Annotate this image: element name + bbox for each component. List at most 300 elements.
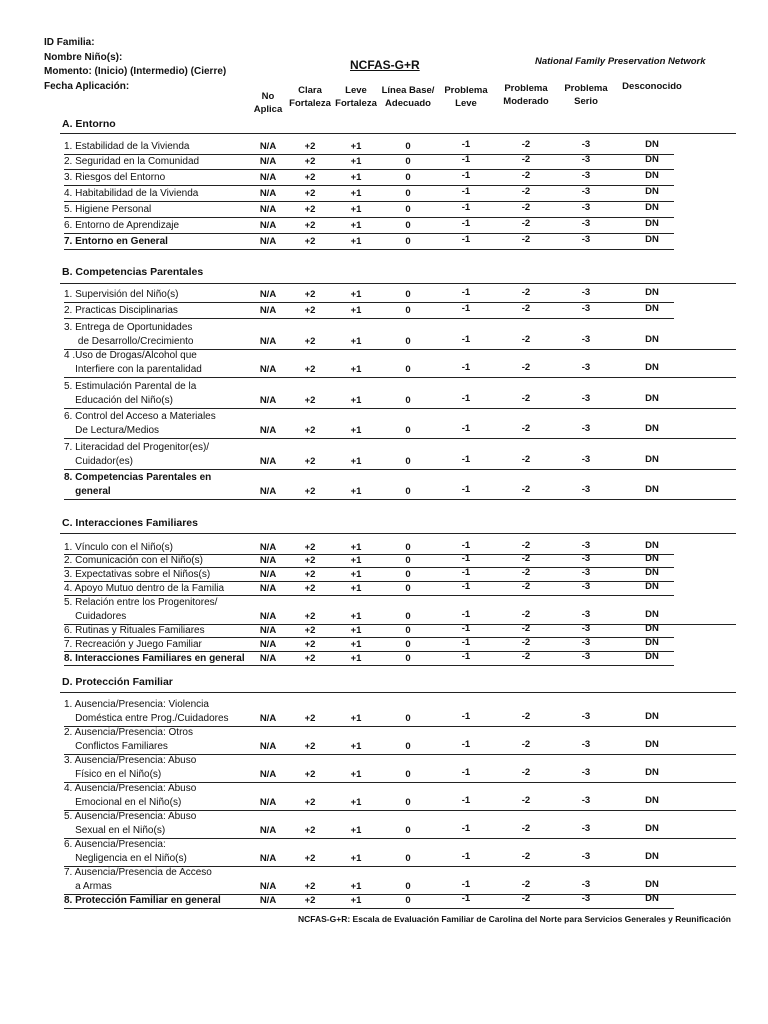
item-label: 1. Ausencia/Presencia: Violencia Doméstica entre Prog./Cuidadores [64,699,229,724]
rating-option[interactable]: -3 [581,851,591,862]
item-label: 5. Estimulación Parental de la Educación del Niño(s) [64,381,197,406]
rating-option[interactable]: 0 [405,611,411,622]
rating-option[interactable]: +1 [350,769,362,780]
rating-option[interactable]: +1 [350,611,362,622]
rating-option[interactable]: -3 [581,609,591,620]
item-label: 6. Ausencia/Presencia: Negligencia en el Niño(s) [64,839,187,864]
rating-option[interactable]: +2 [304,305,316,316]
rating-option[interactable]: N/A [259,881,277,892]
rating-option[interactable]: -2 [521,637,531,648]
rating-option[interactable]: DN [645,823,659,834]
rating-option[interactable]: N/A [259,639,277,650]
rating-option[interactable]: N/A [259,583,277,594]
rating-option[interactable]: -2 [521,170,531,181]
column-header: Clara Fortaleza [289,85,331,109]
column-header: Desconocido [622,81,682,92]
rating-option[interactable]: N/A [259,188,277,199]
rating-option[interactable]: DN [645,393,659,404]
item-label: 4. Apoyo Mutuo dentro de la Familia [64,583,225,594]
rating-option[interactable]: +1 [350,486,362,497]
rating-option[interactable]: +2 [304,425,316,436]
rating-option[interactable]: +2 [304,204,316,215]
rating-option[interactable]: DN [645,454,659,465]
rating-option[interactable]: N/A [259,364,277,375]
rating-option[interactable]: 0 [405,769,411,780]
rating-option[interactable]: -3 [581,795,591,806]
rating-option[interactable]: -1 [461,651,471,662]
rating-option[interactable]: 0 [405,236,411,247]
rating-option[interactable]: -1 [461,362,471,373]
rating-option[interactable]: -3 [581,893,591,904]
rating-option[interactable]: +2 [304,625,316,636]
rating-option[interactable]: -1 [461,484,471,495]
rating-row [64,810,736,838]
rating-option[interactable]: N/A [259,611,277,622]
item-label: 8. Protección Familiar en general [64,895,221,906]
row-underline [64,318,674,319]
rating-option[interactable]: N/A [259,825,277,836]
item-label: 7. Entorno en General [64,236,168,247]
rating-option[interactable]: N/A [259,713,277,724]
rating-option[interactable]: +2 [304,289,316,300]
rating-option[interactable]: N/A [259,220,277,231]
rating-option[interactable]: -2 [521,567,531,578]
rating-option[interactable]: -3 [581,287,591,298]
item-label: 2. Practicas Disciplinarias [64,305,178,316]
rating-option[interactable]: -2 [521,334,531,345]
rating-option[interactable]: DN [645,851,659,862]
rating-option[interactable]: -3 [581,879,591,890]
rating-option[interactable]: +1 [350,569,362,580]
rating-option[interactable]: -1 [461,879,471,890]
rating-option[interactable]: 0 [405,188,411,199]
rating-option[interactable]: -1 [461,287,471,298]
rating-option[interactable]: 0 [405,204,411,215]
rating-option[interactable]: -2 [521,851,531,862]
section-title: D. Protección Familiar [62,676,173,688]
rating-option[interactable]: +2 [304,881,316,892]
rating-option[interactable]: +2 [304,653,316,664]
rating-option[interactable]: N/A [259,769,277,780]
rating-option[interactable]: -3 [581,186,591,197]
rating-option[interactable]: -3 [581,651,591,662]
item-label: 3. Riesgos del Entorno [64,172,166,183]
rating-option[interactable]: -3 [581,362,591,373]
rating-option[interactable]: -3 [581,823,591,834]
rating-option[interactable]: +2 [304,456,316,467]
rating-option[interactable]: -3 [581,170,591,181]
rating-option[interactable]: N/A [259,305,277,316]
rating-option[interactable]: -2 [521,795,531,806]
rating-option[interactable]: -1 [461,154,471,165]
rating-option[interactable]: -3 [581,567,591,578]
rating-option[interactable]: -1 [461,637,471,648]
application-date-field: Fecha Aplicación: [44,80,130,92]
rating-option[interactable]: -1 [461,767,471,778]
section-divider [60,692,736,693]
rating-option[interactable]: 0 [405,289,411,300]
rating-option[interactable]: +1 [350,853,362,864]
rating-option[interactable]: DN [645,362,659,373]
rating-option[interactable]: +2 [304,236,316,247]
rating-option[interactable]: -1 [461,851,471,862]
row-underline [64,665,674,666]
rating-option[interactable]: N/A [259,741,277,752]
rating-row [64,471,736,499]
rating-option[interactable]: +1 [350,583,362,594]
rating-option[interactable]: -2 [521,454,531,465]
rating-option[interactable]: +2 [304,583,316,594]
rating-row [64,652,736,665]
rating-option[interactable]: DN [645,139,659,150]
rating-option[interactable]: -3 [581,139,591,150]
rating-option[interactable]: N/A [259,653,277,664]
rating-option[interactable]: -1 [461,553,471,564]
rating-option[interactable]: DN [645,170,659,181]
rating-option[interactable]: DN [645,795,659,806]
section-title: C. Interacciones Familiares [62,517,198,529]
rating-option[interactable]: -3 [581,334,591,345]
rating-option[interactable]: -2 [521,484,531,495]
item-label: 8. Interacciones Familiares en general [64,653,245,664]
rating-option[interactable]: -2 [521,540,531,551]
rating-option[interactable]: +2 [304,569,316,580]
rating-option[interactable]: +1 [350,555,362,566]
rating-option[interactable]: -2 [521,423,531,434]
rating-option[interactable]: -2 [521,623,531,634]
item-label: 1. Estabilidad de la Vivienda [64,141,190,152]
rating-option[interactable]: DN [645,334,659,345]
rating-option[interactable]: -3 [581,623,591,634]
rating-option[interactable]: +2 [304,156,316,167]
rating-option[interactable]: +1 [350,639,362,650]
rating-option[interactable]: +2 [304,825,316,836]
rating-option[interactable]: +1 [350,156,362,167]
rating-option[interactable]: N/A [259,289,277,300]
rating-option[interactable]: +2 [304,220,316,231]
rating-option[interactable]: -1 [461,567,471,578]
rating-option[interactable]: +1 [350,141,362,152]
rating-row [64,235,736,249]
rating-option[interactable]: DN [645,553,659,564]
rating-option[interactable]: -2 [521,553,531,564]
rating-option[interactable]: N/A [259,797,277,808]
rating-option[interactable]: +2 [304,639,316,650]
rating-option[interactable]: -2 [521,139,531,150]
rating-option[interactable]: DN [645,303,659,314]
rating-option[interactable]: 0 [405,364,411,375]
rating-option[interactable]: DN [645,540,659,551]
rating-option[interactable]: -1 [461,609,471,620]
row-underline [64,249,674,250]
rating-option[interactable]: +1 [350,741,362,752]
rating-option[interactable]: N/A [259,172,277,183]
rating-option[interactable]: -2 [521,823,531,834]
rating-option[interactable]: +1 [350,364,362,375]
rating-option[interactable]: DN [645,567,659,578]
rating-option[interactable]: DN [645,637,659,648]
item-label: 2. Comunicación con el Niño(s) [64,555,203,566]
rating-option[interactable]: -3 [581,581,591,592]
rating-option[interactable]: +1 [350,713,362,724]
rating-option[interactable]: +2 [304,542,316,553]
rating-option[interactable]: +2 [304,797,316,808]
rating-option[interactable]: +1 [350,204,362,215]
column-header: Problema Serio [564,83,608,107]
rating-option[interactable]: +1 [350,542,362,553]
rating-option[interactable]: N/A [259,336,277,347]
rating-option[interactable]: 0 [405,395,411,406]
rating-option[interactable]: DN [645,623,659,634]
rating-option[interactable]: +2 [304,486,316,497]
rating-option[interactable]: -3 [581,454,591,465]
rating-option[interactable]: -1 [461,393,471,404]
rating-option[interactable]: -3 [581,154,591,165]
rating-option[interactable]: N/A [259,395,277,406]
rating-option[interactable]: +2 [304,555,316,566]
rating-option[interactable]: -1 [461,893,471,904]
rating-option[interactable]: -1 [461,454,471,465]
rating-option[interactable]: +1 [350,797,362,808]
rating-option[interactable]: -2 [521,767,531,778]
rating-option[interactable]: 0 [405,653,411,664]
rating-option[interactable]: N/A [259,895,277,906]
rating-option[interactable]: -1 [461,823,471,834]
rating-option[interactable]: +1 [350,825,362,836]
rating-option[interactable]: 0 [405,741,411,752]
child-name-field: Nombre Niño(s): [44,51,123,63]
rating-option[interactable]: DN [645,767,659,778]
rating-option[interactable]: +2 [304,713,316,724]
rating-option[interactable]: +1 [350,289,362,300]
rating-option[interactable]: 0 [405,456,411,467]
rating-option[interactable]: -3 [581,218,591,229]
rating-option[interactable]: DN [645,651,659,662]
rating-option[interactable]: 0 [405,220,411,231]
rating-option[interactable]: 0 [405,156,411,167]
rating-option[interactable]: +2 [304,172,316,183]
rating-option[interactable]: -3 [581,767,591,778]
item-label: 2. Seguridad en la Comunidad [64,156,200,167]
item-label: 7. Ausencia/Presencia de Acceso a Armas [64,867,212,892]
rating-option[interactable]: N/A [259,425,277,436]
rating-option[interactable]: -2 [521,202,531,213]
rating-option[interactable]: -2 [521,287,531,298]
rating-option[interactable]: DN [645,879,659,890]
rating-option[interactable]: N/A [259,236,277,247]
rating-option[interactable]: 0 [405,895,411,906]
rating-option[interactable]: -3 [581,553,591,564]
rating-option[interactable]: DN [645,609,659,620]
rating-option[interactable]: +1 [350,625,362,636]
rating-option[interactable]: -2 [521,218,531,229]
rating-option[interactable]: DN [645,739,659,750]
rating-row [64,304,736,318]
rating-option[interactable]: N/A [259,204,277,215]
rating-row [64,187,736,201]
rating-option[interactable]: 0 [405,881,411,892]
item-label: 8. Competencias Parentales en general [64,472,212,497]
item-label: 5. Ausencia/Presencia: Abuso Sexual en el Niño(s) [64,811,197,836]
rating-option[interactable]: DN [645,202,659,213]
rating-option[interactable]: +2 [304,141,316,152]
rating-option[interactable]: +1 [350,336,362,347]
rating-option[interactable]: +1 [350,395,362,406]
rating-option[interactable]: N/A [259,853,277,864]
rating-option[interactable]: -3 [581,637,591,648]
rating-option[interactable]: 0 [405,141,411,152]
rating-option[interactable]: -3 [581,540,591,551]
rating-option[interactable]: -2 [521,234,531,245]
rating-option[interactable]: -3 [581,423,591,434]
rating-option[interactable]: -2 [521,711,531,722]
rating-option[interactable]: +1 [350,456,362,467]
row-underline [64,908,674,909]
rating-option[interactable]: DN [645,287,659,298]
rating-option[interactable]: +1 [350,881,362,892]
rating-option[interactable]: -3 [581,484,591,495]
rating-row [64,219,736,233]
item-label: 4 .Uso de Drogas/Alcohol que Interfiere con la parentalidad [64,350,202,375]
rating-option[interactable]: +1 [350,236,362,247]
rating-option[interactable]: +2 [304,188,316,199]
family-id-field: ID Familia: [44,37,95,48]
section-title: B. Competencias Parentales [62,266,204,278]
rating-option[interactable]: -2 [521,393,531,404]
rating-row [64,754,736,782]
rating-option[interactable]: -3 [581,739,591,750]
rating-option[interactable]: 0 [405,713,411,724]
rating-option[interactable]: DN [645,893,659,904]
rating-option[interactable]: +2 [304,741,316,752]
rating-option[interactable]: -1 [461,423,471,434]
rating-option[interactable]: -2 [521,303,531,314]
rating-option[interactable]: DN [645,218,659,229]
rating-row [64,726,736,754]
rating-option[interactable]: -1 [461,234,471,245]
rating-option[interactable]: +2 [304,611,316,622]
rating-option[interactable]: +2 [304,853,316,864]
rating-option[interactable]: -1 [461,540,471,551]
item-label: 4. Ausencia/Presencia: Abuso Emocional en el Niño(s) [64,783,197,808]
rating-option[interactable]: DN [645,581,659,592]
rating-option[interactable]: N/A [259,555,277,566]
rating-option[interactable]: N/A [259,625,277,636]
rating-option[interactable]: -2 [521,739,531,750]
rating-option[interactable]: DN [645,154,659,165]
rating-option[interactable]: -1 [461,334,471,345]
rating-option[interactable]: 0 [405,425,411,436]
item-label: 6. Entorno de Aprendizaje [64,220,180,231]
rating-option[interactable]: -2 [521,893,531,904]
rating-option[interactable]: -3 [581,393,591,404]
rating-option[interactable]: -1 [461,186,471,197]
rating-option[interactable]: -3 [581,711,591,722]
rating-option[interactable]: N/A [259,486,277,497]
rating-option[interactable]: -1 [461,739,471,750]
rating-option[interactable]: 0 [405,305,411,316]
rating-option[interactable]: 0 [405,569,411,580]
rating-option[interactable]: 0 [405,486,411,497]
rating-option[interactable]: 0 [405,542,411,553]
rating-option[interactable]: 0 [405,853,411,864]
rating-option[interactable]: DN [645,234,659,245]
rating-option[interactable]: -1 [461,218,471,229]
rating-option[interactable]: DN [645,711,659,722]
rating-row [64,155,736,169]
rating-option[interactable]: -1 [461,170,471,181]
rating-option[interactable]: DN [645,186,659,197]
rating-option[interactable]: 0 [405,336,411,347]
rating-option[interactable]: -2 [521,609,531,620]
rating-option[interactable]: +2 [304,895,316,906]
rating-option[interactable]: +1 [350,895,362,906]
rating-option[interactable]: +1 [350,653,362,664]
rating-option[interactable]: -1 [461,795,471,806]
rating-option[interactable]: +2 [304,364,316,375]
form-header-fields [44,36,226,94]
rating-option[interactable]: -1 [461,581,471,592]
rating-option[interactable]: N/A [259,569,277,580]
rating-option[interactable]: -1 [461,623,471,634]
rating-option[interactable]: 0 [405,797,411,808]
rating-option[interactable]: +1 [350,425,362,436]
rating-option[interactable]: +1 [350,305,362,316]
item-label: 6. Rutinas y Rituales Familiares [64,625,205,636]
rating-row [64,380,736,408]
rating-option[interactable]: DN [645,423,659,434]
rating-option[interactable]: +1 [350,220,362,231]
rating-row [64,596,736,624]
rating-option[interactable]: -1 [461,202,471,213]
rating-option[interactable]: 0 [405,172,411,183]
row-underline [64,438,736,439]
rating-option[interactable]: +2 [304,769,316,780]
rating-option[interactable]: -3 [581,202,591,213]
rating-option[interactable]: +2 [304,395,316,406]
rating-option[interactable]: -2 [521,154,531,165]
rating-option[interactable]: 0 [405,825,411,836]
rating-option[interactable]: -2 [521,362,531,373]
rating-option[interactable]: -3 [581,303,591,314]
rating-option[interactable]: -2 [521,186,531,197]
rating-option[interactable]: -2 [521,879,531,890]
row-underline [64,408,736,409]
rating-option[interactable]: 0 [405,555,411,566]
column-header: Línea Base/ Adecuado [381,85,435,109]
rating-option[interactable]: N/A [259,156,277,167]
rating-option[interactable]: +1 [350,188,362,199]
rating-option[interactable]: 0 [405,625,411,636]
rating-option[interactable]: -1 [461,711,471,722]
rating-option[interactable]: -3 [581,234,591,245]
rating-option[interactable]: -1 [461,139,471,150]
rating-option[interactable]: 0 [405,583,411,594]
rating-option[interactable]: DN [645,484,659,495]
rating-option[interactable]: N/A [259,456,277,467]
rating-option[interactable]: N/A [259,542,277,553]
rating-option[interactable]: -2 [521,651,531,662]
rating-row [64,203,736,217]
rating-row [64,288,736,302]
rating-option[interactable]: +1 [350,172,362,183]
rating-option[interactable]: -1 [461,303,471,314]
rating-option[interactable]: -2 [521,581,531,592]
rating-option[interactable]: 0 [405,639,411,650]
rating-option[interactable]: N/A [259,141,277,152]
rating-row [64,698,736,726]
rating-option[interactable]: +2 [304,336,316,347]
